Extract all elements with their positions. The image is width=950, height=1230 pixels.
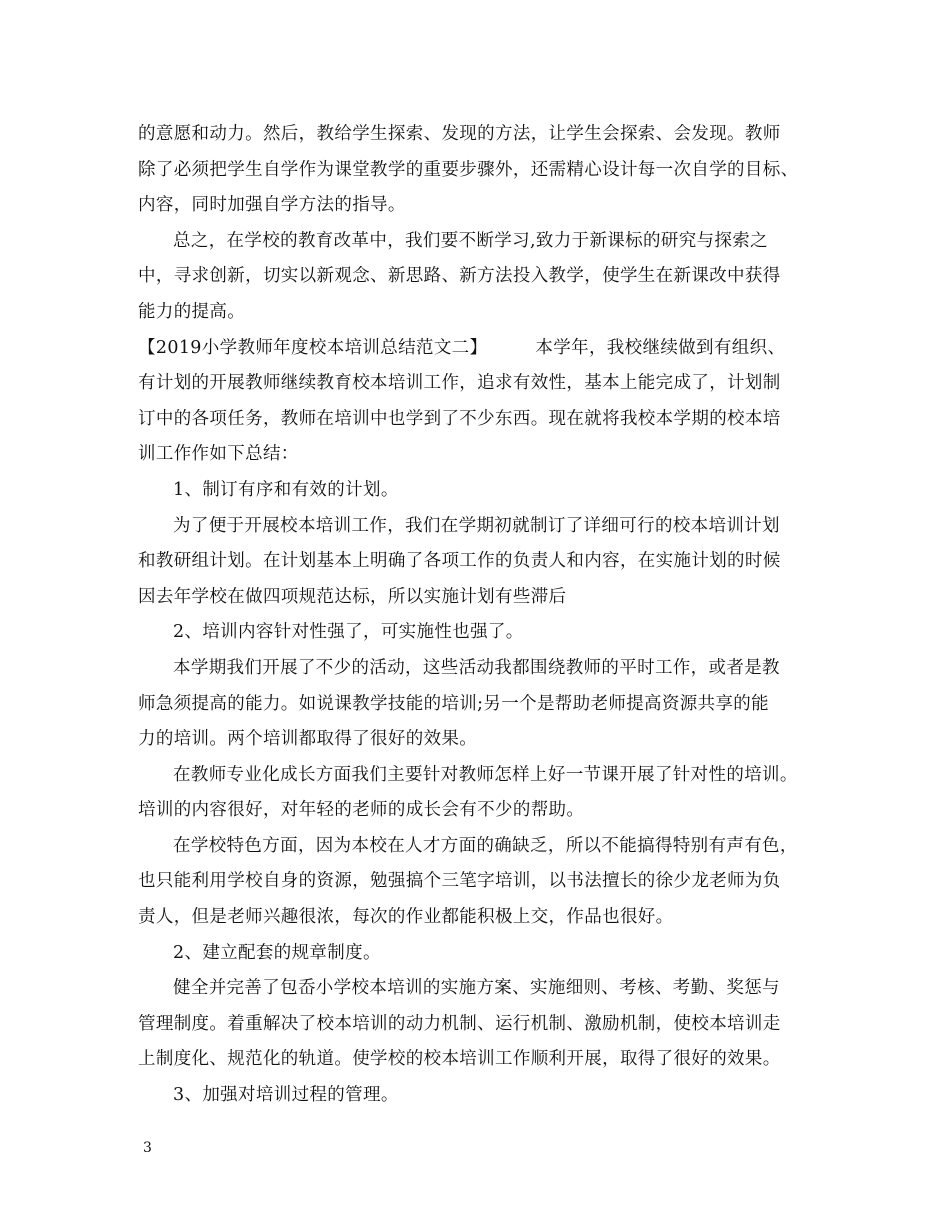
text-line: 2、建立配套的规章制度。 (173, 942, 381, 963)
text-line: 也只能利用学校自身的资源，勉强搞个三笔字培训，以书法擅长的徐少龙老师为负 (138, 871, 781, 892)
text-line: 在学校特色方面，因为本校在人才方面的确缺乏，所以不能搞得特别有声有色， (173, 835, 798, 856)
text-line (138, 331, 828, 367)
text-line: 1、制订有序和有效的计划。 (173, 479, 399, 500)
text-line: 订中的各项任务，教师在培训中也学到了不少东西。现在就将我校本学期的校本培 (138, 408, 781, 429)
text-line: 管理制度。着重解决了校本培训的动力机制、运行机制、激励机制，使校本培训走 (138, 1013, 781, 1034)
text-line: 师急须提高的能力。如说课教学技能的培训;另一个是帮助老师提高资源共享的能 (138, 693, 769, 714)
paragraph-text: 本学年，我校继续做到有组织、 (535, 337, 786, 358)
text-line: 内容，同时加强自学方法的指导。 (138, 195, 406, 216)
text-line: 健全并完善了包岙小学校本培训的实施方案、实施细则、考核、考勤、奖惩与 (173, 978, 780, 999)
text-line: 上制度化、规范化的轨道。使学校的校本培训工作顺利开展，取得了很好的效果。 (138, 1049, 781, 1070)
page-number: 3 (143, 1140, 152, 1156)
text-line: 力的培训。两个培训都取得了很好的效果。 (138, 729, 478, 750)
text-line: 有计划的开展教师继续教育校本培训工作，追求有效性，基本上能完成了，计划制 (138, 373, 781, 394)
text-line: 能力的提高。 (138, 301, 246, 322)
text-line: 在教师专业化成长方面我们主要针对教师怎样上好一节课开展了针对性的培训。 (173, 764, 798, 785)
section-heading: 【2019小学教师年度校本培训总结范文二】 (138, 337, 488, 358)
text-line: 为了便于开展校本培训工作，我们在学期初就制订了详细可行的校本培训计划 (173, 515, 780, 536)
document-body (138, 117, 828, 1114)
text-line: 总之，在学校的教育改革中，我们要不断学习,致力于新课标的研究与探索之 (173, 230, 768, 251)
text-line: 除了必须把学生自学作为课堂教学的重要步骤外，还需精心设计每一次自学的目标、 (138, 159, 799, 180)
text-line: 3、加强对培训过程的管理。 (173, 1085, 399, 1106)
text-line: 因去年学校在做四项规范达标，所以实施计划有些滞后 (138, 586, 567, 607)
text-line: 培训的内容很好，对年轻的老师的成长会有不少的帮助。 (138, 800, 585, 821)
text-line: 本学期我们开展了不少的活动，这些活动我都围绕教师的平时工作，或者是教 (173, 657, 780, 678)
text-line: 中，寻求创新，切实以新观念、新思路、新方法投入教学，使学生在新课改中获得 (138, 266, 781, 287)
text-line: 的意愿和动力。然后，教给学生探索、发现的方法，让学生会探索、会发现。教师 (138, 124, 781, 144)
text-line: 训工作作如下总结： (138, 444, 299, 465)
text-line: 和教研组计划。在计划基本上明确了各项工作的负责人和内容，在实施计划的时候 (138, 551, 781, 572)
text-line: 2、培训内容针对性强了，可实施性也强了。 (173, 622, 524, 643)
text-line: 责人，但是老师兴趣很浓，每次的作业都能积极上交，作品也很好。 (138, 907, 674, 928)
